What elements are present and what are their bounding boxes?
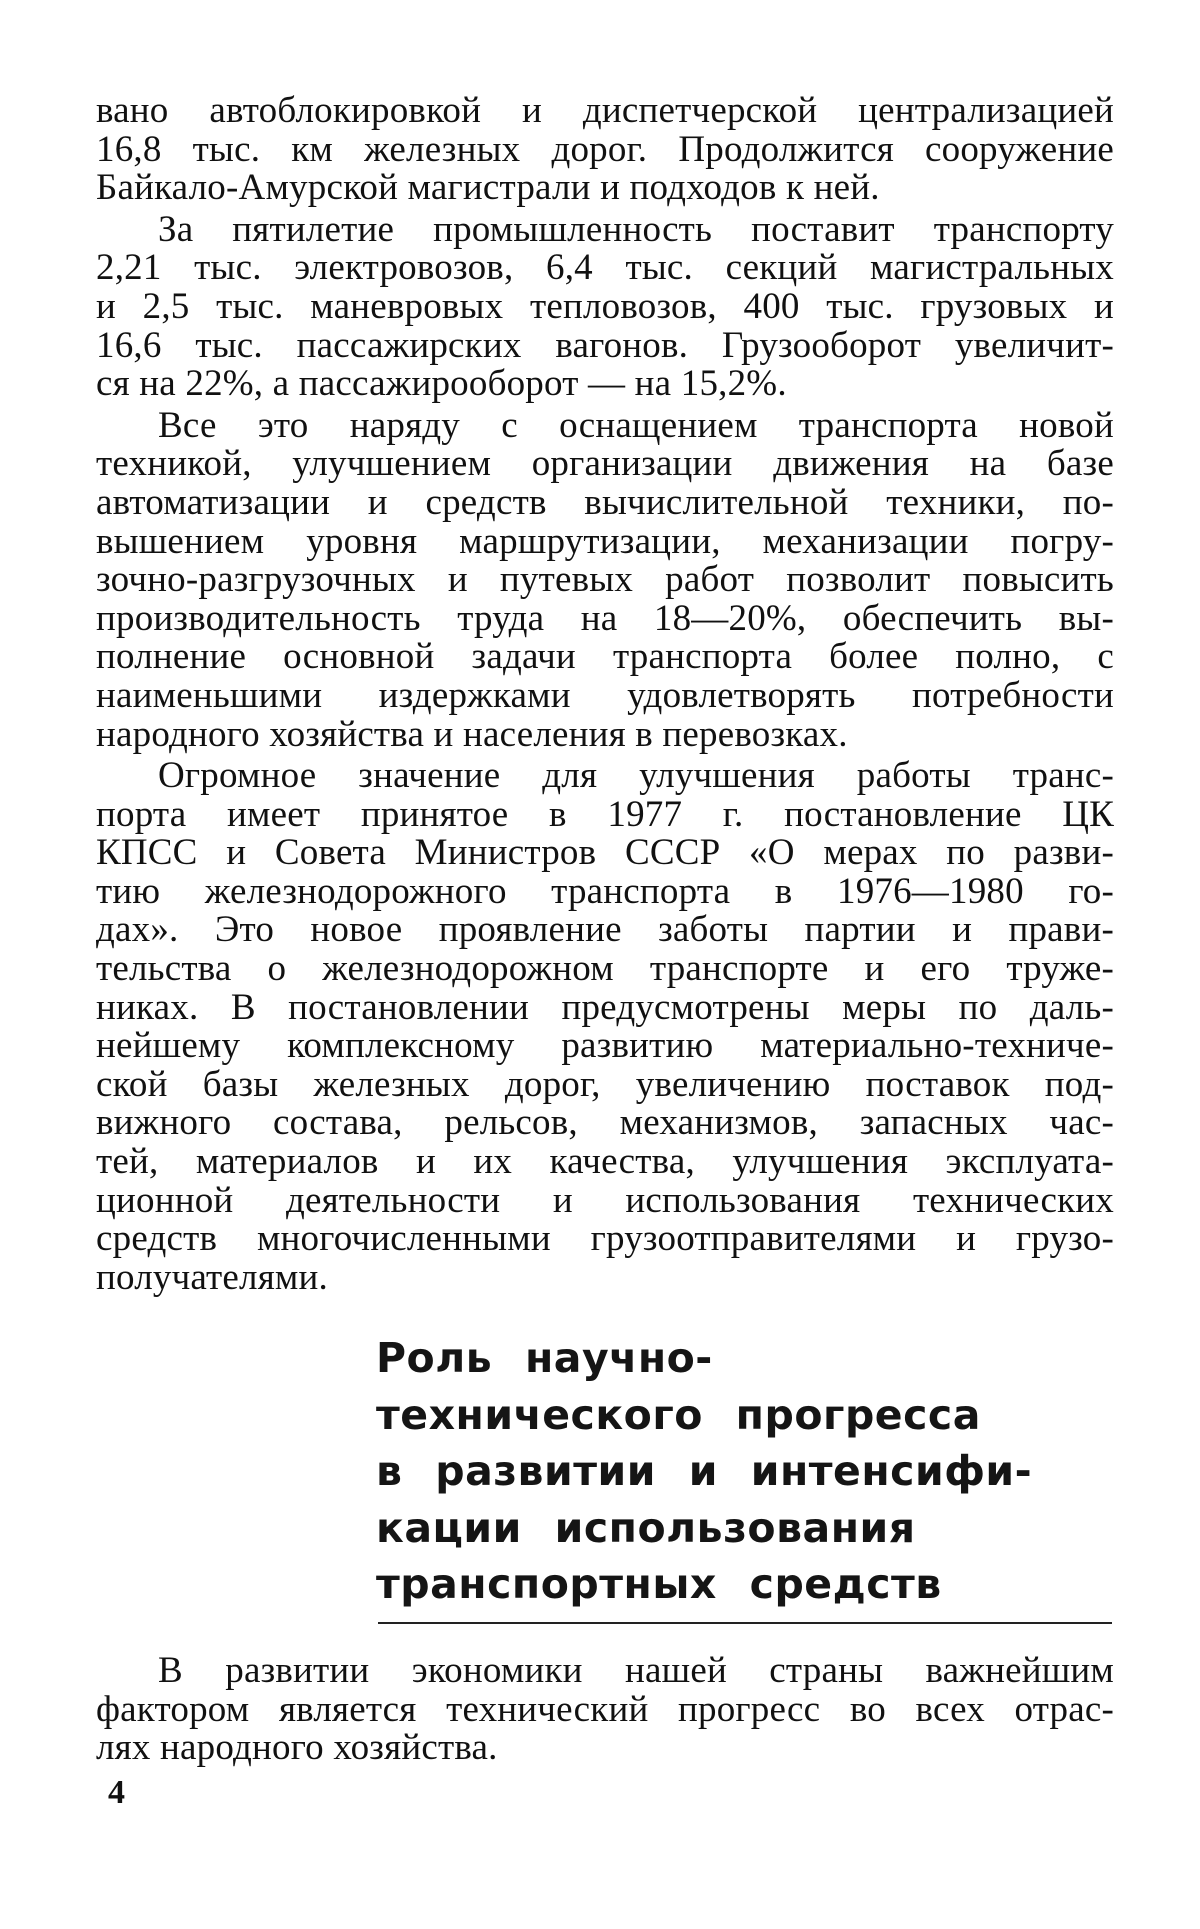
text-line: 16,8 тыс. км железных дорог. Продолжится сооружение [96, 128, 1114, 170]
text-line: наименьшими издержками удовлетворять потребности [96, 674, 1114, 716]
text-line: вижного состава, рельсов, механизмов, запасных час- [96, 1102, 1114, 1144]
closing-paragraph [96, 1652, 1114, 1768]
text-line: КПСС и Совета Министров СССР «О мерах по разви- [96, 832, 1114, 874]
page-number: 4 [108, 1774, 125, 1811]
text-line: нейшему комплексному развитию материально-техниче- [96, 1025, 1114, 1067]
text-line: тельства о железнодорожном транспорте и его труже- [96, 948, 1114, 990]
heading-line: Роль научно- [376, 1334, 713, 1382]
text-line: За пятилетие промышленность поставит транспорту [158, 208, 1114, 250]
text-line: автоматизации и средств вычислительной техники, по- [96, 481, 1114, 523]
paragraph-2 [96, 208, 1114, 405]
heading-line: технического прогресса [376, 1390, 981, 1439]
text-line: зочно-разгрузочных и путевых работ позволит повысить [96, 559, 1114, 601]
heading-line: кации использования [376, 1503, 916, 1552]
text-line: никах. В постановлении предусмотрены меры по даль- [96, 986, 1114, 1028]
text-line: В развитии экономики нашей страны важнейшим [158, 1650, 1114, 1691]
text-line: 2,21 тыс. электровозов, 6,4 тыс. секций магистральных [96, 247, 1114, 289]
section-heading [376, 1330, 1111, 1613]
text-line: тей, материалов и их качества, улучшения эксплуата- [96, 1141, 1114, 1183]
text-line: Огромное значение для улучшения работы транс- [158, 755, 1114, 797]
body-text [96, 92, 1114, 1300]
text-line: средств многочисленными грузоотправителями и грузо- [96, 1218, 1114, 1260]
text-line: ской базы железных дорог, увеличению поставок под- [96, 1063, 1114, 1105]
paragraph-3 [96, 404, 1114, 755]
text-line: Байкало-Амурской магистрали и подходов к ней. [96, 167, 880, 209]
text-line: и 2,5 тыс. маневровых тепловозов, 400 тыс. грузовых и [96, 285, 1114, 327]
heading-line: транспортных средств [376, 1560, 942, 1608]
text-line: 16,6 тыс. пассажирских вагонов. Грузооборот увеличит- [96, 324, 1114, 366]
text-line: ся на 22%, а пассажирооборот — на 15,2%. [96, 363, 787, 405]
text-line: народного хозяйства и населения в перевозках. [96, 713, 848, 755]
text-line: дах». Это новое проявление заботы партии и прави- [96, 909, 1114, 951]
text-line: тию железнодорожного транспорта в 1976—1980 го- [96, 870, 1114, 912]
paragraph-4 [96, 757, 1114, 1297]
text-line: вано автоблокировкой и диспетчерской централизацией [96, 90, 1114, 131]
text-line: техникой, улучшением организации движения на базе [96, 443, 1114, 485]
text-line: порта имеет принятое в 1977 г. постановление ЦК [96, 793, 1114, 835]
text-line: вышением уровня маршрутизации, механизации погру- [96, 520, 1114, 562]
text-line: получателями. [96, 1256, 328, 1298]
text-line: ционной деятельности и использования технических [96, 1179, 1114, 1221]
text-line: полнение основной задачи транспорта более полно, с [96, 636, 1114, 678]
heading-line: в развитии и интенсифи- [376, 1447, 1033, 1495]
heading-divider [378, 1622, 1112, 1624]
text-line: производительность труда на 18—20%, обеспечить вы- [96, 597, 1114, 639]
text-line: лях народного хозяйства. [96, 1727, 498, 1769]
paragraph-1 [96, 92, 1114, 208]
text-line: Все это наряду с оснащением транспорта новой [158, 404, 1114, 446]
text-line: фактором является технический прогресс во всех отрас- [96, 1688, 1114, 1730]
